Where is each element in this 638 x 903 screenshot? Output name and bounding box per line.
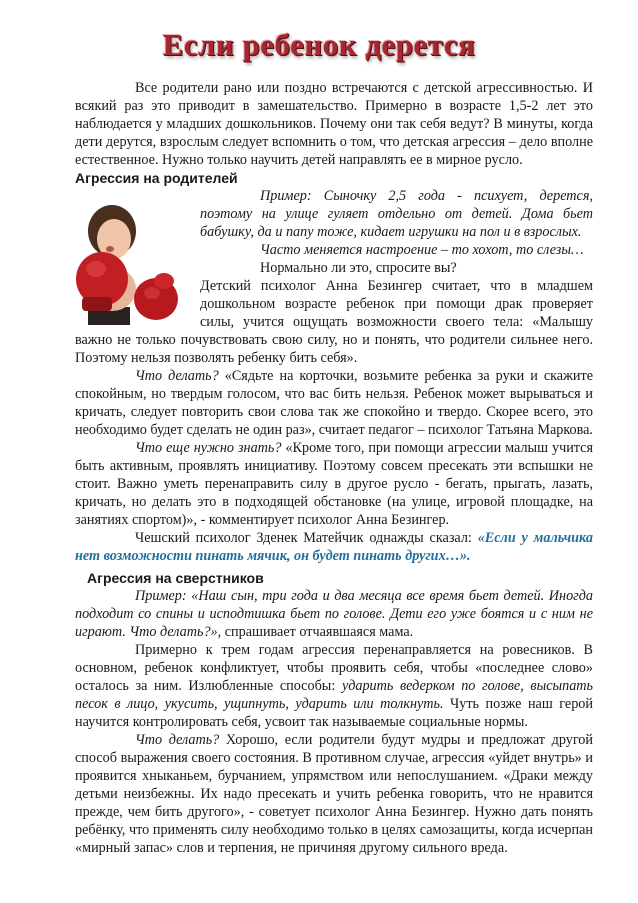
peers-end: Чуть позже наш герой научится контролировать себя, усвоит так называемые социальные нормы. bbox=[75, 696, 593, 730]
question-line: Нормально ли это, спросите вы? bbox=[260, 260, 457, 276]
psychologist-paragraph: Детский психолог Анна Безингер считает, что в младшем дошкольном возрасте ребенок при помощи драк проверяет силы, учится ощущать возможности своего тела: «Малышу важно не только почувствовать свою силу, но и понять, что родители сильнее него. Поэтому нельзя позволять ребенку бить себя». bbox=[75, 278, 593, 366]
czech-quote-paragraph bbox=[75, 529, 593, 565]
child-boxing-photo bbox=[60, 189, 200, 325]
section-heading-peers: Агрессия на сверстников bbox=[87, 570, 264, 586]
boxing-child-image-icon bbox=[60, 189, 200, 325]
example-peers bbox=[75, 587, 593, 641]
peers-what-to-do-text: Хорошо, если родители будут мудры и предложат другой способ выражения своего состояния. В противном случае, агрессия «уйдет внутрь» и проявится хныканьем, бурчанием, упрямством или непослушанием. «Драки между детьми неизбежны. Их надо пресекать и учить ребенка говорить, что не нравится прежде, чем бить другого», - советует психолог Анна Безингер. Нужно дать понять ребёнку, что применять силу необходимо только в целях самозащиты, когда исчерпан «мирный запас» слов и терпения, не причиняя другому сильного вреда. bbox=[75, 732, 593, 856]
peers-paragraph bbox=[75, 641, 593, 731]
peers-what-to-do-paragraph bbox=[75, 731, 593, 857]
example-peers-tail: , спрашивает отчаявшаяся мама. bbox=[217, 624, 414, 640]
intro-paragraph: Все родители рано или поздно встречаются с детской агрессивностью. И всякий раз это приводит в замешательство. Примерно в возрасте 1,5-2 лет это наблюдается у младших дошкольников. Почему они так себя ведут? В минуты, когда дети дерутся, взрослым следует вспомнить о том, что детская агрессия – дело вполне естественное. Нужно только научить детей направлять ее в мирное русло. bbox=[75, 80, 593, 168]
what-to-do-paragraph bbox=[75, 367, 593, 439]
peers-what-to-do-label: Что делать? bbox=[135, 732, 220, 748]
peers-start: Примерно к трем годам агрессия перенаправляется на ровесников. В основном, ребенок конфликтует, чтобы проявить себя, чтобы «последнее слово» осталось за ним. Излюбленные способы: bbox=[75, 642, 593, 694]
document-body bbox=[75, 79, 593, 857]
example-text: Пример: Сыночку 2,5 года - психует, дерется, поэтому на улице гуляет отдельно от детей. Дома бьет бабушку, да и папу тоже, кидает игрушки на пол и в взрослых. bbox=[200, 188, 593, 240]
czech-intro: Чешский психолог Зденек Матейчик однажды сказал: bbox=[135, 530, 478, 546]
mood-text: Часто меняется настроение – то хохот, то слезы… bbox=[260, 242, 584, 258]
peers-methods: ударить ведерком по голове, высыпать песок в лицо, укусить, ущипнуть, ударить или толкнуть. bbox=[75, 678, 593, 712]
what-to-do-text: «Сядьте на корточки, возьмите ребенка за руки и скажите спокойным, но твердым голосом, что вас бить нельзя. Ребенок может вырываться и кричать, следует повторить свои слова так же спокойно и твердо. Скорее всего, это необходимо будет сделать не один раз», считает педагог – психолог Татьяна Маркова. bbox=[75, 368, 593, 438]
czech-quote: «Если у мальчика нет возможности пинать мячик, он будет пинать других…». bbox=[75, 530, 593, 564]
what-else-text: «Кроме того, при помощи агрессии малыш учится быть активным, проявлять инициативу. Поэтому совсем пресекать эти вспышки не стоит. Важно уметь перенаправить силу в другое русло - бегать, прыгать, лазать, кричать, но делать это в подходящей обстановке (на улице, игровой площадке, на занятиях спортом)», - комментирует психолог Анна Безингер. bbox=[75, 440, 594, 528]
example-peers-text: Пример: «Наш сын, три года и два месяца все время бьет детей. Иногда подходит со спины и исподтишка бьет по голове. Дети его уже боятся и с ним не играют. Что делать?» bbox=[75, 588, 593, 640]
page-title: Если ребенок дерется bbox=[162, 27, 476, 62]
what-else-paragraph bbox=[75, 439, 593, 529]
what-to-do-label: Что делать? bbox=[135, 368, 219, 384]
what-else-label: Что еще нужно знать? bbox=[135, 440, 282, 456]
section-heading-parents: Агрессия на родителей bbox=[75, 170, 238, 186]
